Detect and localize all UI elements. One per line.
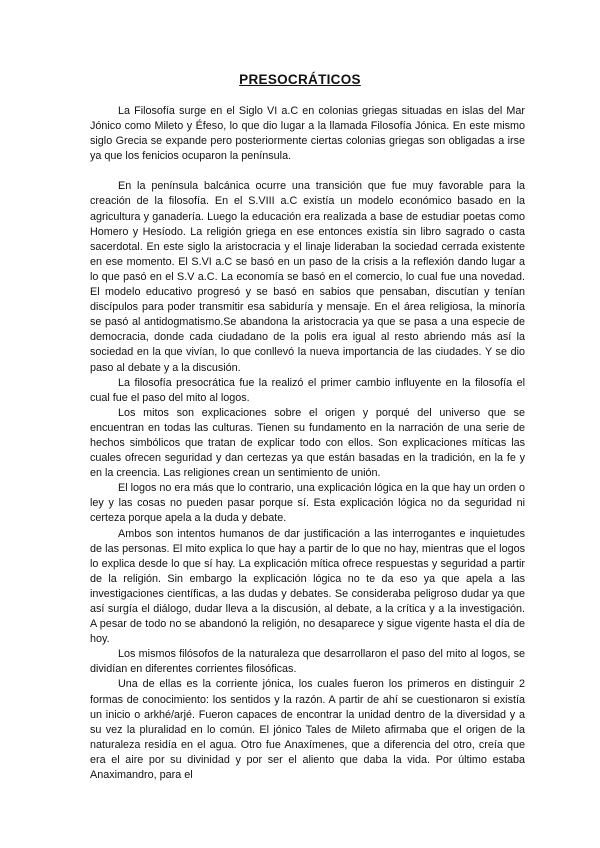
paragraph-2: En la península balcánica ocurre una transición que fue muy favorable para la creación de la filosofía. En el S.VIII a.C existía un modelo económico basado en la agricultura y ganadería. Luego la educación era realizada a base de estudiar poetas como Homero y Hesíodo. La religión griega en ese entonces existía sin libro sagrado o casta sacerdotal. En este siglo la aristocracia y el linaje lideraban la sociedad cerrada existente en ese momento. El S.VI a.C se basó en un paso de la crisis a la reflexión dando lugar a lo que pasó en el S.V a.C. La economía se basó en el comercio, lo cual fue una novedad. El modelo educativo progresó y se basó en sabios que pensaban, discutían y tenían discípulos para poder transmitir esa sabiduría y mensaje. En el área religiosa, la minoría se pasó al antidogmatismo.Se abandona la aristocracia ya que se pasa a una especie de democracia, donde cada ciudadano de la polis era igual al resto abriendo más así la sociedad en la que vivían, lo que conllevó la nueva importancia de las ciudades. Y se dio paso al debate y a la discusión. [90,180,525,374]
paragraph-5: El logos no era más que lo contrario, una explicación lógica en la que hay un orden o ley y las cosas no pueden pasar porque sí. Esta explicación lógica no da seguridad ni certeza porque apela a la duda y debate. [90,482,525,525]
document-title: PRESOCRÁTICOS [239,72,361,87]
paragraph-3: La filosofía presocrática fue la realizó el primer cambio influyente en la filosofía el cual fue el paso del mito al logos. [90,376,525,404]
paragraph-1: La Filosofía surge en el Siglo VI a.C en colonias griegas situadas en islas del Mar Jónico como Mileto y Éfeso, lo que dio lugar a la llamada Filosofía Jónica. En este mismo siglo Grecia se expande pero posteriormente ciertas colonias griegas son obligadas a irse ya que los fenicios ocuparon la península. [90,105,525,163]
paragraph-6: Ambos son intentos humanos de dar justificación a las interrogantes e inquietudes de las personas. El mito explica lo que hay a partir de lo que no hay, mientras que el logos lo explica desde lo que sí hay. La explicación mítica ofrece respuestas y seguridad a partir de la religión. Sin embargo la explicación lógica no te da eso ya que apela a las investigaciones científicas, a las dudas y debates. Se consideraba peligroso dudar ya que así surgía el diálogo, dudar lleva a la discusión, al debate, a la crítica y a la investigación. A pesar de todo no se abandonó la religión, no desaparece y sigue vigente hasta el día de hoy. [90,527,525,646]
document-body [90,104,525,783]
paragraph-8: Una de ellas es la corriente jónica, los cuales fueron los primeros en distinguir 2 formas de conocimiento: los sentidos y la razón. A partir de ahí se cuestionaron si existía un inicio o arkhé/arjé. Fueron capaces de encontrar la unidad dentro de la diversidad y a su vez la pluralidad en lo común. El jónico Tales de Mileto afirmaba que el origen de la naturaleza residía en el agua. Otro fue Anaxímenes, que a diferencia del otro, creía que era el aire por su divinidad y por ser el aliento que daba la vida. Por último estaba Anaximandro, para el [90,678,525,782]
paragraph-7: Los mismos filósofos de la naturaleza que desarrollaron el paso del mito al logos, se dividían en diferentes corrientes filosóficas. [90,648,525,676]
paragraph-gap [90,164,525,179]
paragraph-4: Los mitos son explicaciones sobre el origen y porqué del universo que se encuentran en todas las culturas. Tienen su fundamento en la narración de una serie de hechos simbólicos que tratan de explicar todo con ellos. Son explicaciones míticas las cuales ofrecen seguridad y dan certezas ya que están basadas en la tradición, en la fe y en la creencia. Las religiones crean un sentimiento de unión. [90,406,525,480]
